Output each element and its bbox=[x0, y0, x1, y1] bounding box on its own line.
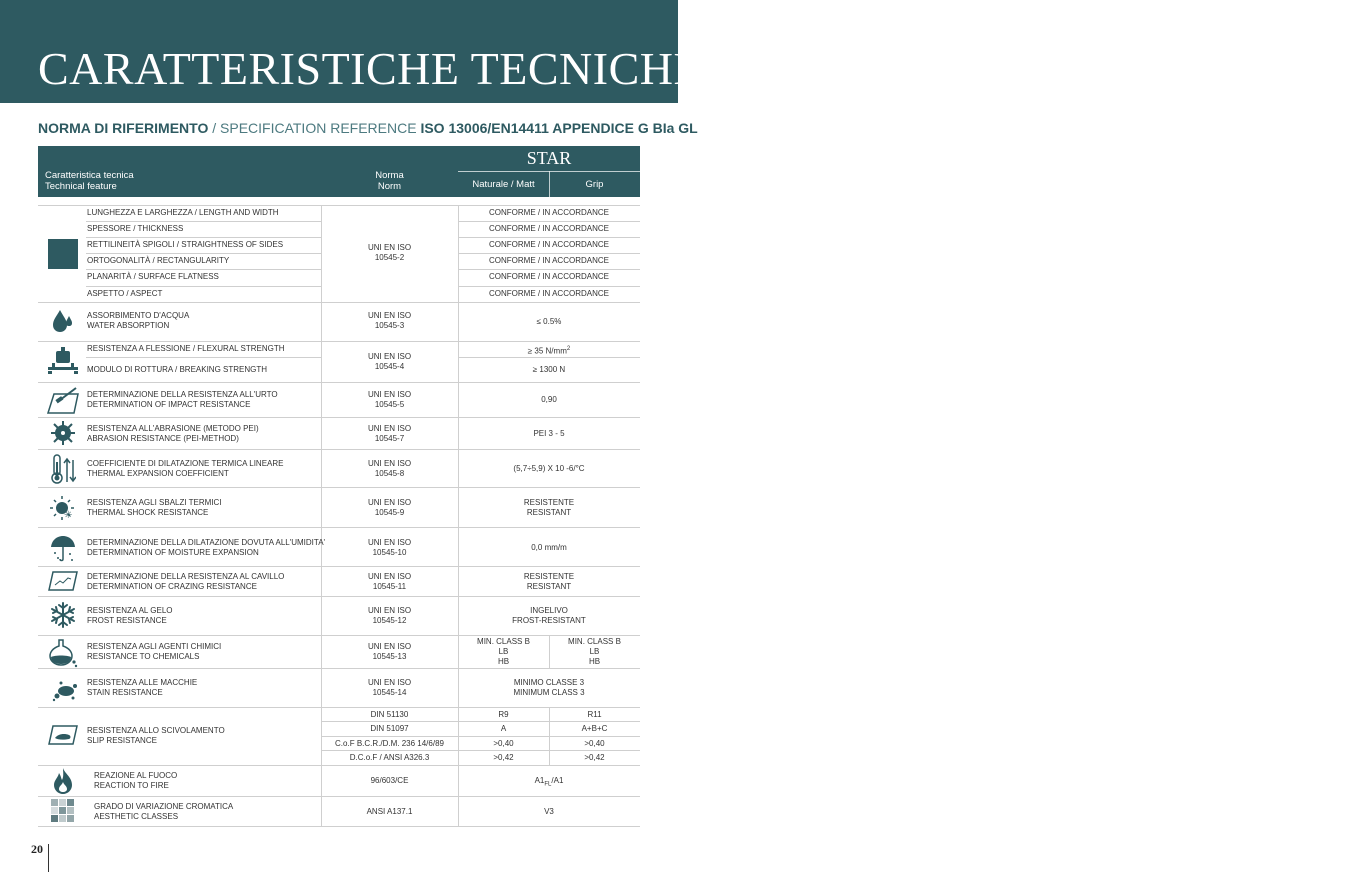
norm-line: UNI EN ISO bbox=[367, 243, 412, 252]
table-header bbox=[38, 146, 640, 197]
header-feature-it: Caratteristica tecnica bbox=[45, 170, 134, 181]
crazing-tile-icon bbox=[47, 570, 79, 597]
flexural-press-icon bbox=[48, 347, 78, 380]
slip-matt-din51130: R9 bbox=[498, 710, 509, 719]
norm-line: UNI EN ISO bbox=[367, 572, 412, 581]
feature-en: DETERMINATION OF MOISTURE EXPANSION bbox=[87, 548, 259, 557]
norm-line: UNI EN ISO bbox=[367, 424, 412, 433]
feature-fire bbox=[94, 771, 177, 791]
slip-grip-dcof: >0,42 bbox=[584, 753, 605, 762]
rule bbox=[38, 566, 640, 567]
feature-abrasion bbox=[87, 424, 259, 444]
value-straightness: CONFORME / IN ACCORDANCE bbox=[488, 240, 609, 249]
header-norm-it: Norma bbox=[375, 170, 404, 181]
rule bbox=[38, 449, 640, 450]
norm-abrasion bbox=[321, 424, 458, 444]
rule bbox=[38, 596, 640, 597]
feature-it: RESISTENZA AGLI SBALZI TERMICI bbox=[87, 498, 222, 507]
norm-line: UNI EN ISO bbox=[367, 311, 412, 320]
value-line: RESISTANT bbox=[526, 508, 572, 517]
value-unit-sup: 2 bbox=[566, 346, 571, 352]
feature-chemicals bbox=[87, 642, 221, 662]
feature-water-absorption bbox=[87, 311, 189, 331]
norm-thermal bbox=[321, 459, 458, 479]
norm-line: 10545-5 bbox=[374, 400, 405, 409]
norm-line: 10545-10 bbox=[372, 548, 407, 557]
reference-label-it: NORMA DI RIFERIMENTO bbox=[38, 120, 209, 136]
norm-line: 10545-9 bbox=[374, 508, 405, 517]
rule bbox=[86, 357, 321, 358]
feature-it: DETERMINAZIONE DELLA RESISTENZA AL CAVILLO bbox=[87, 572, 285, 581]
rule bbox=[38, 826, 640, 827]
value-shade: V3 bbox=[544, 807, 554, 816]
norm-stain bbox=[321, 678, 458, 698]
slip-matt-dcof: >0,42 bbox=[493, 753, 514, 762]
specification-reference bbox=[38, 120, 698, 136]
feature-it: RESISTENZA ALLE MACCHIE bbox=[87, 678, 198, 687]
feature-en: SLIP RESISTANCE bbox=[87, 736, 157, 745]
reference-standard: ISO 13006/EN14411 APPENDICE G BIa GL bbox=[420, 120, 698, 136]
norm-line: UNI EN ISO bbox=[367, 459, 412, 468]
rule bbox=[38, 341, 640, 342]
header-norm-en: Norm bbox=[377, 181, 402, 192]
feature-straightness: RETTILINEITÀ SPIGOLI / STRAIGHTNESS OF SIDES bbox=[87, 240, 284, 249]
value-aspect: CONFORME / IN ACCORDANCE bbox=[488, 289, 609, 298]
thermometer-icon bbox=[50, 454, 76, 489]
value-line: HB bbox=[588, 657, 601, 666]
feature-it: RESISTENZA ALL'ABRASIONE (METODO PEI) bbox=[87, 424, 259, 433]
norm-line: 10545-3 bbox=[374, 321, 405, 330]
rule bbox=[38, 487, 640, 488]
rule bbox=[458, 253, 640, 254]
value-breaking: ≥ 1300 N bbox=[532, 365, 566, 374]
value-line: LB bbox=[498, 647, 509, 656]
norm-fire: 96/603/CE bbox=[370, 776, 409, 785]
value-moisture: 0,0 mm/m bbox=[531, 543, 567, 552]
value-text: ≥ 35 N/mm bbox=[527, 346, 567, 356]
feature-it: RESISTENZA ALLO SCIVOLAMENTO bbox=[87, 726, 225, 735]
feature-en: FROST RESISTANCE bbox=[87, 616, 167, 625]
norm-line: 10545-14 bbox=[372, 688, 407, 697]
value-line: FROST-RESISTANT bbox=[512, 616, 586, 625]
feature-en: THERMAL SHOCK RESISTANCE bbox=[87, 508, 209, 517]
water-drop-icon bbox=[51, 308, 75, 339]
header-norm bbox=[321, 170, 458, 192]
value-chemicals-matt bbox=[458, 637, 549, 667]
norm-chemicals bbox=[321, 642, 458, 662]
feature-flexural-strength: RESISTENZA A FLESSIONE / FLEXURAL STRENGTH bbox=[87, 344, 285, 353]
feature-breaking-strength: MODULO DI ROTTURA / BREAKING STRENGTH bbox=[87, 365, 268, 374]
value-abrasion: PEI 3 - 5 bbox=[533, 429, 565, 438]
rule bbox=[38, 527, 640, 528]
feature-en: DETERMINATION OF CRAZING RESISTANCE bbox=[87, 582, 257, 591]
feature-en: DETERMINATION OF IMPACT RESISTANCE bbox=[87, 400, 251, 409]
page-number: 20 bbox=[31, 842, 43, 856]
feature-flatness: PLANARITÀ / SURFACE FLATNESS bbox=[87, 272, 219, 281]
feature-aspect: ASPETTO / ASPECT bbox=[87, 289, 163, 298]
value-thickness: CONFORME / IN ACCORDANCE bbox=[488, 224, 609, 233]
rule bbox=[38, 707, 640, 708]
norm-shade: ANSI A137.1 bbox=[366, 807, 413, 816]
feature-en: RESISTANCE TO CHEMICALS bbox=[87, 652, 200, 661]
rule bbox=[38, 205, 640, 206]
rule bbox=[38, 635, 640, 636]
feature-length-width: LUNGHEZZA E LARGHEZZA / LENGTH AND WIDTH bbox=[87, 208, 279, 217]
norm-impact bbox=[321, 390, 458, 410]
value-water: ≤ 0.5% bbox=[536, 317, 562, 326]
header-grip: Grip bbox=[585, 179, 604, 190]
feature-en: ABRASION RESISTANCE (PEI-METHOD) bbox=[87, 434, 239, 443]
norm-line: 10545-13 bbox=[372, 652, 407, 661]
norm-frost bbox=[321, 606, 458, 626]
norm-moisture bbox=[321, 538, 458, 558]
feature-slip bbox=[87, 726, 225, 746]
reference-separator: / bbox=[208, 120, 221, 136]
value-impact: 0,90 bbox=[541, 395, 557, 404]
impact-hammer-icon bbox=[46, 386, 80, 419]
value-line: RESISTENTE bbox=[523, 572, 575, 581]
feature-thermal-expansion bbox=[87, 459, 283, 479]
slip-matt-cof: >0,40 bbox=[493, 739, 514, 748]
feature-it: GRADO DI VARIAZIONE CROMATICA bbox=[94, 802, 234, 811]
tile-square-icon bbox=[48, 239, 78, 274]
slip-norm-din51097: DIN 51097 bbox=[370, 724, 409, 733]
value-flexural bbox=[458, 344, 640, 357]
rule bbox=[38, 417, 640, 418]
value-line: MIN. CLASS B bbox=[477, 637, 530, 646]
feature-moisture-expansion bbox=[87, 538, 325, 558]
value-chemicals-grip bbox=[549, 637, 640, 667]
norm-line: UNI EN ISO bbox=[367, 390, 412, 399]
rule bbox=[86, 253, 321, 254]
norm-water bbox=[321, 311, 458, 331]
feature-stain bbox=[87, 678, 197, 698]
rule bbox=[458, 237, 640, 238]
feature-it: RESISTENZA AGLI AGENTI CHIMICI bbox=[87, 642, 222, 651]
rule bbox=[458, 286, 640, 287]
feature-it: DETERMINAZIONE DELLA RESISTENZA ALL'URTO bbox=[87, 390, 278, 399]
value-thermal: (5,7÷5,9) X 10 -6/°C bbox=[513, 464, 585, 473]
norm-line: UNI EN ISO bbox=[367, 538, 412, 547]
rule bbox=[86, 221, 321, 222]
fire-flame-icon bbox=[51, 767, 75, 800]
value-line: RESISTANT bbox=[526, 582, 572, 591]
slip-foot-tile-icon bbox=[47, 724, 79, 751]
feature-thermal-shock bbox=[87, 498, 222, 518]
chemical-flask-icon bbox=[49, 638, 79, 673]
value-frost bbox=[458, 606, 640, 626]
value-crazing bbox=[458, 572, 640, 592]
header-feature-en: Technical feature bbox=[45, 181, 117, 192]
abrasion-disc-icon bbox=[51, 421, 75, 450]
thermal-shock-sun-snow-icon bbox=[50, 494, 76, 527]
feature-en: THERMAL EXPANSION COEFFICIENT bbox=[87, 469, 229, 478]
value-text: A1 bbox=[534, 776, 545, 785]
stain-splash-icon bbox=[51, 678, 79, 707]
page-title: CARATTERISTICHE TECNICHE bbox=[38, 43, 703, 94]
norm-line: UNI EN ISO bbox=[367, 498, 412, 507]
value-line: MINIMUM CLASS 3 bbox=[513, 688, 585, 697]
color-shade-grid-icon bbox=[51, 799, 75, 828]
rule bbox=[38, 765, 640, 766]
rule bbox=[458, 269, 640, 270]
norm-line: UNI EN ISO bbox=[367, 606, 412, 615]
reference-label-en: SPECIFICATION REFERENCE bbox=[220, 120, 417, 136]
feature-en: REACTION TO FIRE bbox=[94, 781, 169, 790]
norm-line: 10545-12 bbox=[372, 616, 407, 625]
norm-line: 10545-2 bbox=[374, 253, 405, 262]
value-shock bbox=[458, 498, 640, 518]
feature-en: AESTHETIC CLASSES bbox=[94, 812, 179, 821]
rule bbox=[38, 382, 640, 383]
norm-flexural bbox=[321, 352, 458, 372]
slip-norm-dcof: D.C.o.F / ANSI A326.3 bbox=[349, 753, 430, 762]
norm-shock bbox=[321, 498, 458, 518]
norm-dimensional bbox=[321, 243, 458, 263]
value-subscript: FL bbox=[544, 781, 552, 788]
rule bbox=[38, 796, 640, 797]
norm-line: 10545-7 bbox=[374, 434, 405, 443]
rule bbox=[86, 286, 321, 287]
feature-it: DETERMINAZIONE DELLA DILATAZIONE DOVUTA ALL'UMIDITA' bbox=[87, 538, 326, 547]
header-matt: Naturale / Matt bbox=[472, 179, 535, 190]
value-flatness: CONFORME / IN ACCORDANCE bbox=[488, 272, 609, 281]
rule bbox=[458, 221, 640, 222]
rule bbox=[458, 357, 640, 358]
value-line: HB bbox=[497, 657, 510, 666]
feature-it: ASSORBIMENTO D'ACQUA bbox=[87, 311, 190, 320]
norm-line: 10545-11 bbox=[372, 582, 407, 591]
feature-thickness: SPESSORE / THICKNESS bbox=[87, 224, 184, 233]
norm-line: UNI EN ISO bbox=[367, 678, 412, 687]
rule bbox=[86, 237, 321, 238]
feature-impact bbox=[87, 390, 278, 410]
title-banner bbox=[0, 0, 703, 103]
value-fire bbox=[458, 776, 640, 790]
feature-it: REAZIONE AL FUOCO bbox=[94, 771, 178, 780]
rule bbox=[321, 736, 640, 737]
value-line: LB bbox=[589, 647, 600, 656]
value-line: MINIMO CLASSE 3 bbox=[513, 678, 585, 687]
feature-it: RESISTENZA AL GELO bbox=[87, 606, 173, 615]
value-line: MIN. CLASS B bbox=[568, 637, 621, 646]
header-feature bbox=[45, 170, 134, 192]
value-line: INGELIVO bbox=[530, 606, 568, 615]
slip-norm-din51130: DIN 51130 bbox=[370, 710, 409, 719]
feature-it: COEFFICIENTE DI DILATAZIONE TERMICA LINEARE bbox=[87, 459, 284, 468]
value-stain bbox=[458, 678, 640, 698]
rule bbox=[86, 269, 321, 270]
value-text: /A1 bbox=[551, 776, 564, 785]
page-number-rule bbox=[48, 844, 49, 872]
norm-line: 10545-4 bbox=[374, 362, 405, 371]
product-name: STAR bbox=[526, 148, 572, 168]
feature-rectangularity: ORTOGONALITÀ / RECTANGULARITY bbox=[87, 256, 230, 265]
feature-crazing bbox=[87, 572, 284, 592]
feature-shade bbox=[94, 802, 233, 822]
rule bbox=[321, 750, 640, 751]
feature-en: STAIN RESISTANCE bbox=[87, 688, 163, 697]
slip-matt-din51097: A bbox=[500, 724, 507, 733]
value-rectangularity: CONFORME / IN ACCORDANCE bbox=[488, 256, 609, 265]
rule bbox=[38, 302, 640, 303]
rule bbox=[321, 721, 640, 722]
rule bbox=[38, 668, 640, 669]
slip-grip-din51097: A+B+C bbox=[581, 724, 608, 733]
slip-norm-cof: C.o.F B.C.R./D.M. 236 14/6/89 bbox=[335, 739, 444, 748]
feature-en: WATER ABSORPTION bbox=[87, 321, 170, 330]
snowflake-icon bbox=[50, 602, 76, 633]
svg-text:✳: ✳ bbox=[64, 510, 73, 521]
norm-line: UNI EN ISO bbox=[367, 352, 412, 361]
slip-grip-cof: >0,40 bbox=[584, 739, 605, 748]
norm-crazing bbox=[321, 572, 458, 592]
value-line: RESISTENTE bbox=[523, 498, 575, 507]
feature-frost bbox=[87, 606, 173, 626]
norm-line: 10545-8 bbox=[374, 469, 405, 478]
slip-grip-din51130: R11 bbox=[587, 710, 602, 719]
value-length-width: CONFORME / IN ACCORDANCE bbox=[488, 208, 609, 217]
umbrella-rain-icon bbox=[50, 533, 76, 568]
norm-line: UNI EN ISO bbox=[367, 642, 412, 651]
